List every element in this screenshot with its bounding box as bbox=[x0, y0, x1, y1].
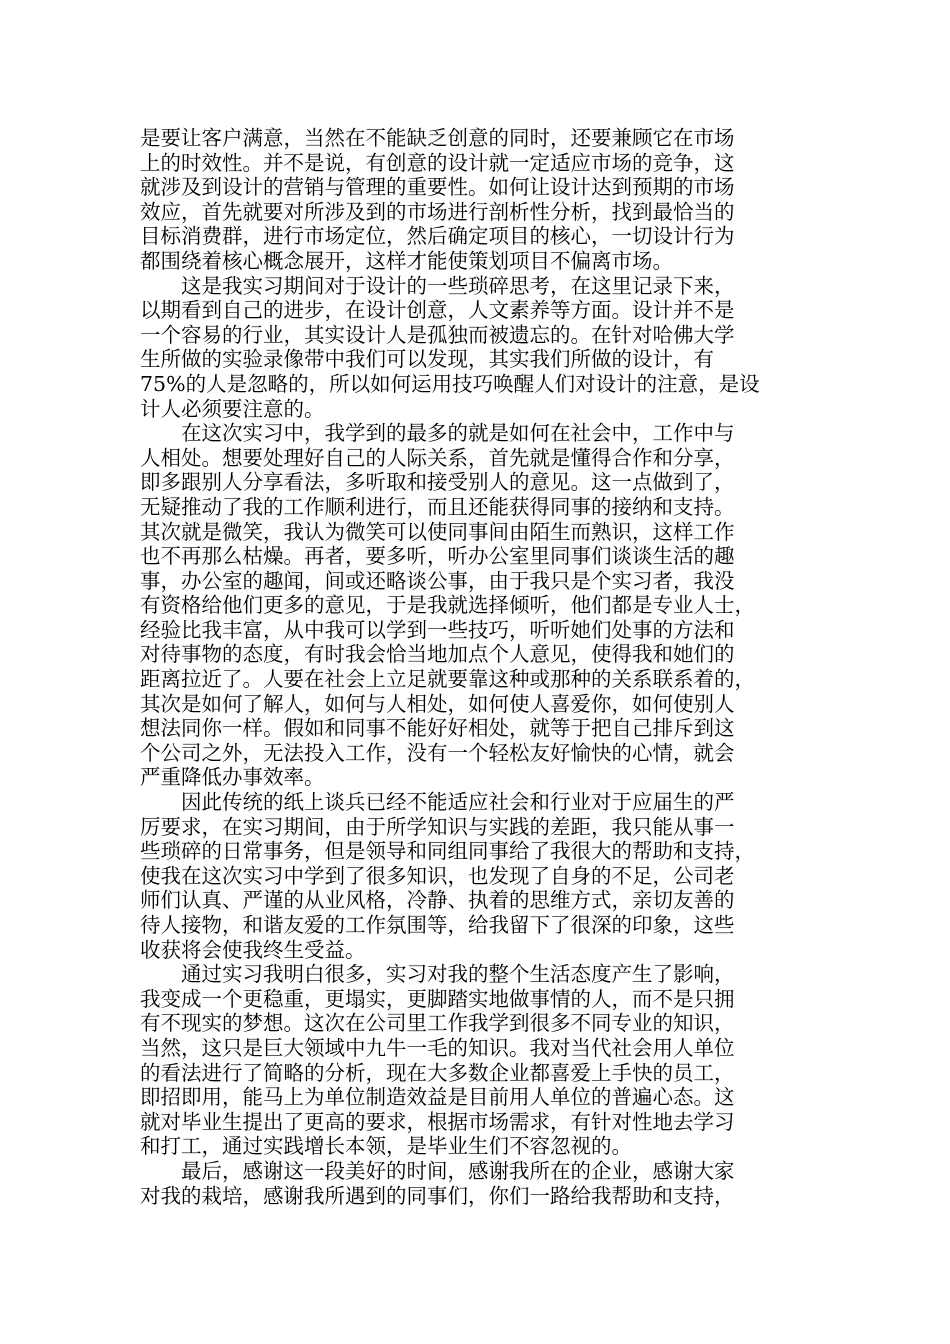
text-line: 通过实习我明白很多，实习对我的整个生活态度产生了影响， bbox=[181, 962, 735, 987]
text-line: 和打工，通过实践增长本领，是毕业生们不容忽视的。 bbox=[140, 1134, 632, 1159]
text-line: 一个容易的行业，其实设计人是孤独而被遗忘的。在针对哈佛大学 bbox=[140, 322, 735, 347]
paragraph bbox=[140, 421, 820, 790]
paragraph bbox=[140, 126, 820, 274]
text-line: 对我的栽培，感谢我所遇到的同事们，你们一路给我帮助和支持， bbox=[140, 1183, 735, 1208]
text-line: 以期看到自己的进步，在设计创意，人文素养等方面。设计并不是 bbox=[140, 298, 735, 323]
text-line: 即招即用，能马上为单位制造效益是目前用人单位的普遍心态。这 bbox=[140, 1085, 735, 1110]
paragraph bbox=[140, 962, 820, 1159]
text-line: 我变成一个更稳重，更塌实，更脚踏实地做事情的人，而不是只拥 bbox=[140, 986, 735, 1011]
text-line: 待人接物，和谐友爱的工作氛围等，给我留下了很深的印象，这些 bbox=[140, 913, 735, 937]
text-line: 即多跟别人分享看法，多听取和接受别人的意见。这一点做到了， bbox=[140, 470, 735, 495]
text-line: 师们认真、严谨的从业风格，冷静、执着的思维方式，亲切友善的 bbox=[140, 888, 735, 913]
text-line: 有不现实的梦想。这次在公司里工作我学到很多不同专业的知识， bbox=[140, 1011, 735, 1036]
text-line: 距离拉近了。人要在社会上立足就要靠这种或那种的关系联系着的， bbox=[140, 667, 755, 692]
text-line: 经验比我丰富，从中我可以学到一些技巧，听听她们处事的方法和 bbox=[140, 617, 735, 642]
text-line: 这是我实习期间对于设计的一些琐碎思考，在这里记录下来， bbox=[181, 273, 735, 298]
text-line: 些琐碎的日常事务，但是领导和同组同事给了我很大的帮助和支持， bbox=[140, 839, 755, 864]
text-line: 都围绕着核心概念展开，这样才能使策划项目不偏离市场。 bbox=[140, 248, 673, 273]
text-line: 当然，这只是巨大领域中九牛一毛的知识。我对当代社会用人单位 bbox=[140, 1035, 735, 1060]
text-line: 收获将会使我终生受益。 bbox=[140, 937, 366, 962]
text-line: 计人必须要注意的。 bbox=[140, 396, 325, 421]
document-body bbox=[140, 126, 820, 1208]
text-line: 就涉及到设计的营销与管理的重要性。如何让设计达到预期的市场 bbox=[140, 175, 735, 200]
text-line: 有资格给他们更多的意见，于是我就选择倾听，他们都是专业人士， bbox=[140, 593, 755, 618]
text-line: 人相处。想要处理好自己的人际关系，首先就是懂得合作和分享， bbox=[140, 445, 735, 470]
text-line: 上的时效性。并不是说，有创意的设计就一定适应市场的竞争，这 bbox=[140, 150, 735, 175]
text-line: 也不再那么枯燥。再者，要多听，听办公室里同事们谈谈生活的趣 bbox=[140, 544, 735, 569]
text-line: 就对毕业生提出了更高的要求，根据市场需求，有针对性地去学习 bbox=[140, 1109, 735, 1134]
text-line: 想法同你一样。假如和同事不能好好相处，就等于把自己排斥到这 bbox=[140, 716, 735, 741]
text-line: 目标消费群，进行市场定位，然后确定项目的核心，一切设计行为 bbox=[140, 224, 735, 249]
text-line: 严重降低办事效率。 bbox=[140, 765, 325, 790]
text-line: 使我在这次实习中学到了很多知识，也发现了自身的不足，公司老 bbox=[140, 863, 735, 888]
paragraph bbox=[140, 1159, 820, 1208]
text-line: 的看法进行了简略的分析，现在大多数企业都喜爱上手快的员工， bbox=[140, 1060, 735, 1085]
text-line: 个公司之外，无法投入工作，没有一个轻松友好愉快的心情，就会 bbox=[140, 740, 735, 765]
text-line: 厉要求，在实习期间，由于所学知识与实践的差距，我只能从事一 bbox=[140, 814, 735, 839]
text-line: 生所做的实验录像带中我们可以发现，其实我们所做的设计，有 bbox=[140, 347, 714, 372]
text-line: 其次是如何了解人，如何与人相处，如何使人喜爱你，如何使别人 bbox=[140, 691, 735, 716]
text-line: 事，办公室的趣闻，间或还略谈公事，由于我只是个实习者，我没 bbox=[140, 568, 735, 593]
text-line: 在这次实习中，我学到的最多的就是如何在社会中，工作中与 bbox=[181, 421, 735, 446]
paragraph bbox=[140, 274, 820, 422]
text-line: 效应，首先就要对所涉及到的市场进行剖析性分析，找到最恰当的 bbox=[140, 199, 735, 224]
text-line: 75%的人是忽略的，所以如何运用技巧唤醒人们对设计的注意，是设 bbox=[140, 371, 760, 396]
text-line: 对待事物的态度，有时我会恰当地加点个人意见，使得我和她们的 bbox=[140, 642, 735, 667]
text-line: 因此传统的纸上谈兵已经不能适应社会和行业对于应届生的严 bbox=[181, 790, 735, 815]
text-line: 是要让客户满意，当然在不能缺乏创意的同时，还要兼顾它在市场 bbox=[140, 126, 735, 150]
text-line: 其次就是微笑，我认为微笑可以使同事间由陌生而熟识，这样工作 bbox=[140, 519, 735, 544]
text-line: 无疑推动了我的工作顺利进行，而且还能获得同事的接纳和支持。 bbox=[140, 494, 735, 519]
text-line: 最后，感谢这一段美好的时间，感谢我所在的企业，感谢大家 bbox=[181, 1158, 735, 1183]
paragraph bbox=[140, 790, 820, 962]
